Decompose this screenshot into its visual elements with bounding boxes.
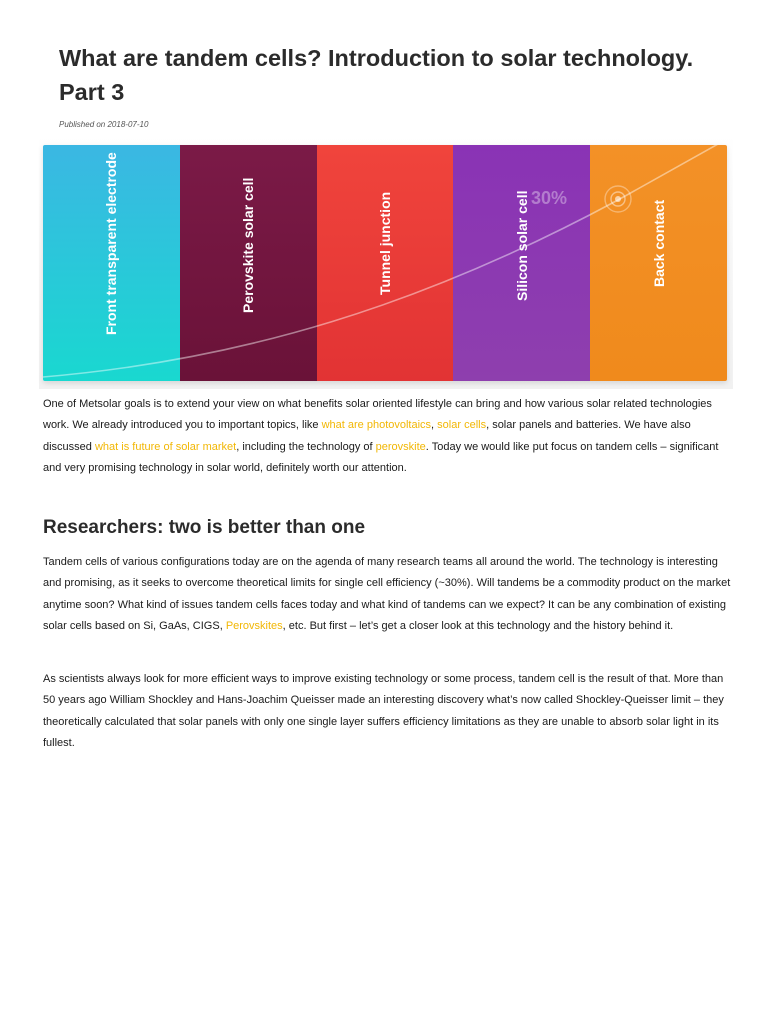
intro-text: , solar panels and batteries. We have also discussed: [43, 419, 691, 453]
layer-silicon-solar-cell: [453, 145, 590, 381]
layer-label: Tunnel junction: [376, 191, 393, 295]
intro-text: . Today we would like put focus on tandem cells – significant and very promising technology in solar world, definitely worth our attention.: [43, 440, 719, 475]
layer-perovskite-solar-cell: [180, 145, 317, 381]
link-perovskites[interactable]: Perovskites: [225, 620, 283, 633]
section-heading: Researchers: two is better than one: [43, 517, 366, 538]
layer-label: Perovskite solar cell: [240, 177, 257, 313]
layer-front-transparent-electrode: [43, 145, 180, 381]
layer-label: Silicon solar cell: [513, 190, 530, 301]
intro-text: ,: [431, 419, 438, 432]
layer-label: Back contact: [650, 199, 667, 287]
layer-label: Front transparent electrode: [103, 152, 120, 335]
section-paragraph-1: [43, 552, 733, 638]
intro-text: One of Metsolar goals is to extend your view on what benefits solar oriented lifestyle can bring and how various solar related technologies work. We already introduced you to important topics, like: [43, 398, 712, 432]
paragraph-text: , etc. But first – let’s get a closer look at this technology and the history behind it.: [282, 620, 674, 633]
intro-text: , including the technology of: [236, 440, 376, 453]
published-date: Published on 2018-07-10: [59, 120, 149, 129]
paragraph-text: Tandem cells of various configurations today are on the agenda of many research teams all around the world. The technology is interesting and promising, as it seeks to overcome theoretical limits for single cell efficiency (~30%). Will tandems be a commodity product on the market anytime soon? What kind of issues tandem cells faces today and what kind of tandems can we expect? It can be any combination of existing solar cells based on Si, GaAs, CIGS,: [43, 556, 731, 633]
article-title: What are tandem cells? Introduction to solar technology. Part 3: [59, 45, 694, 105]
layer-back-contact: [590, 145, 727, 381]
intro-paragraph: [43, 394, 733, 480]
tandem-cell-layers-illustration: [43, 145, 727, 381]
link-perovskite[interactable]: perovskite: [375, 440, 426, 453]
section-paragraph-2: As scientists always look for more efficient ways to improve existing technology or some process, tandem cell is the result of that. More than 50 years ago William Shockley and Hans-Joachim Queisser made an interesting discovery what’s now called Shockley-Queisser limit – they theoretically calculated that solar panels with only one single layer suffers efficiency limitations as they are unable to absorb solar light in its fullest.: [43, 673, 724, 750]
link-solar-cells[interactable]: solar cells: [437, 419, 487, 432]
link-future-of-solar-market[interactable]: what is future of solar market: [94, 440, 237, 453]
layer-tunnel-junction: [317, 145, 454, 381]
link-what-are-photovoltaics[interactable]: what are photovoltaics: [321, 419, 432, 432]
efficiency-percent-label: 30%: [531, 188, 568, 208]
